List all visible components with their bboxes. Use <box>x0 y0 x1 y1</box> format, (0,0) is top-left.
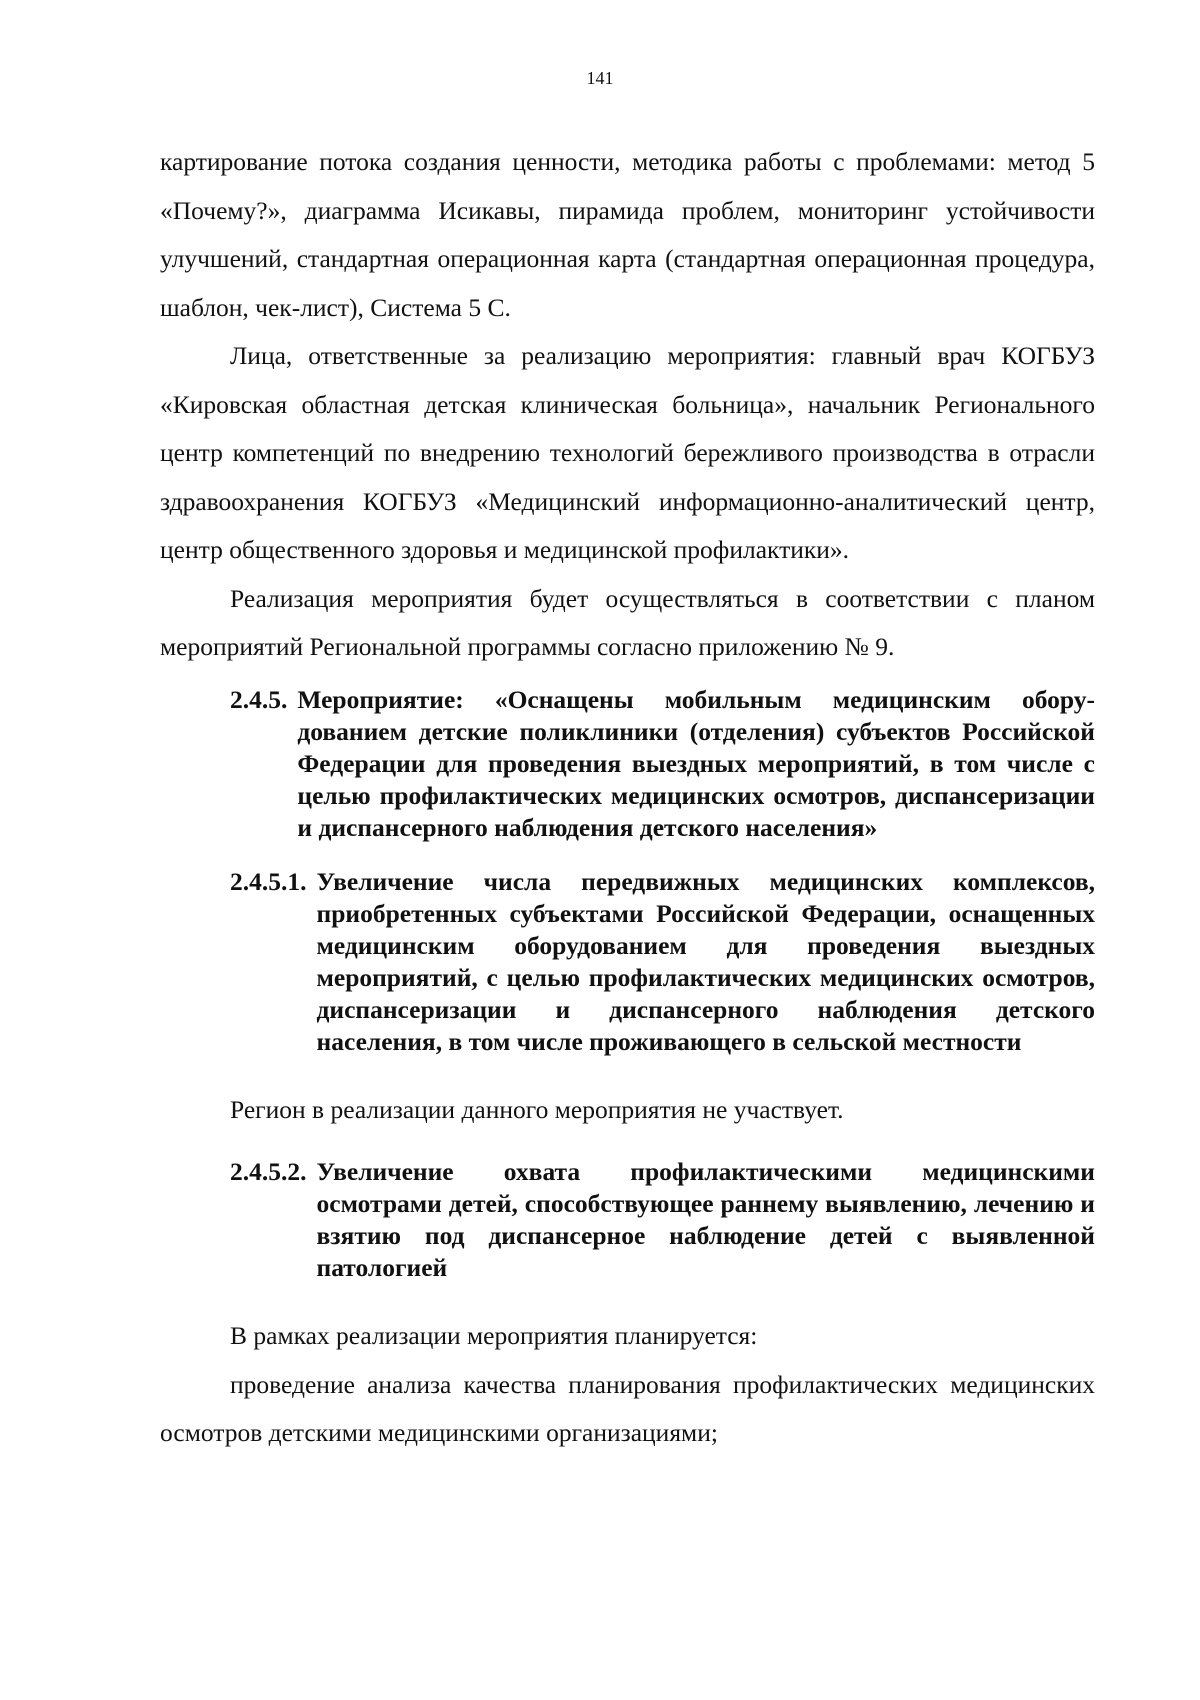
paragraph-responsible-persons: Лица, ответственные за реализацию мероприятия: главный врач КОГБУЗ «Кировская областная детская клиническая больница», начальник Регионального центр компетенций по внедрению технологий бережливого производства в отрасли здравоохранения КОГБУЗ «Медицинский информационно-аналитический центр, центр общественного здоровья и медицинской профилактики». <box>160 341 1095 564</box>
document-body <box>160 138 1095 1458</box>
section-title: Увеличение числа передвижных медицинских комплексов, приобретенных субъектами Российской Федерации, оснащенных медицинским оборудованием для проведения выездных мероприятий, с целью профилактических медицинских осмотров, диспансеризации и диспансерного наблюдения детского населения, в том числе проживающего в сельской местности <box>316 866 1095 1056</box>
section-number: 2.4.5.2. <box>230 1157 307 1186</box>
paragraph-implementation-plan: Реализация мероприятия будет осуществляться в соответствии с планом мероприятий Региональной программы согласно приложению № 9. <box>160 583 1095 661</box>
page-number: 141 <box>586 68 614 88</box>
paragraph-region-not-participating: Регион в реализации данного мероприятия не участвует. <box>230 1094 844 1124</box>
section-heading-2-4-5-1 <box>230 866 1095 1058</box>
paragraph-methods-list: картирование потока создания ценности, методика работы с проблемами: метод 5 «Почему?», диаграмма Исикавы, пирамида проблем, мониторинг устойчивости улучшений, стандартная операционная карта (стандартная операционная процедура, шаблон, чек-лист), Система 5 С. <box>160 147 1095 322</box>
section-number: 2.4.5. <box>230 684 288 714</box>
section-title: Мероприятие: «Оснащены мобильным медицинским обору-дованием детские поликлиники (отделения) субъектов Российской Федерации для проведения выездных мероприятий, в том числе с целью профилактических медицинских осмотров, диспансеризации и диспансерного наблюдения детского населения» <box>297 684 1095 842</box>
section-number: 2.4.5.1. <box>230 866 307 896</box>
section-heading-2-4-5 <box>230 684 1095 844</box>
paragraph-analysis-item: проведение анализа качества планирования профилактических медицинских осмотров детскими медицинскими организациями; <box>160 1369 1095 1447</box>
paragraph-planned-activities: В рамках реализации мероприятия планируется: <box>230 1321 758 1350</box>
section-heading-2-4-5-2 <box>230 1156 1095 1284</box>
section-title: Увеличение охвата профилактическими медицинскими осмотрами детей, способствующее раннему выявлению, лечению и взятию под диспансерное наблюдение детей с выявленной патологией <box>316 1157 1095 1282</box>
